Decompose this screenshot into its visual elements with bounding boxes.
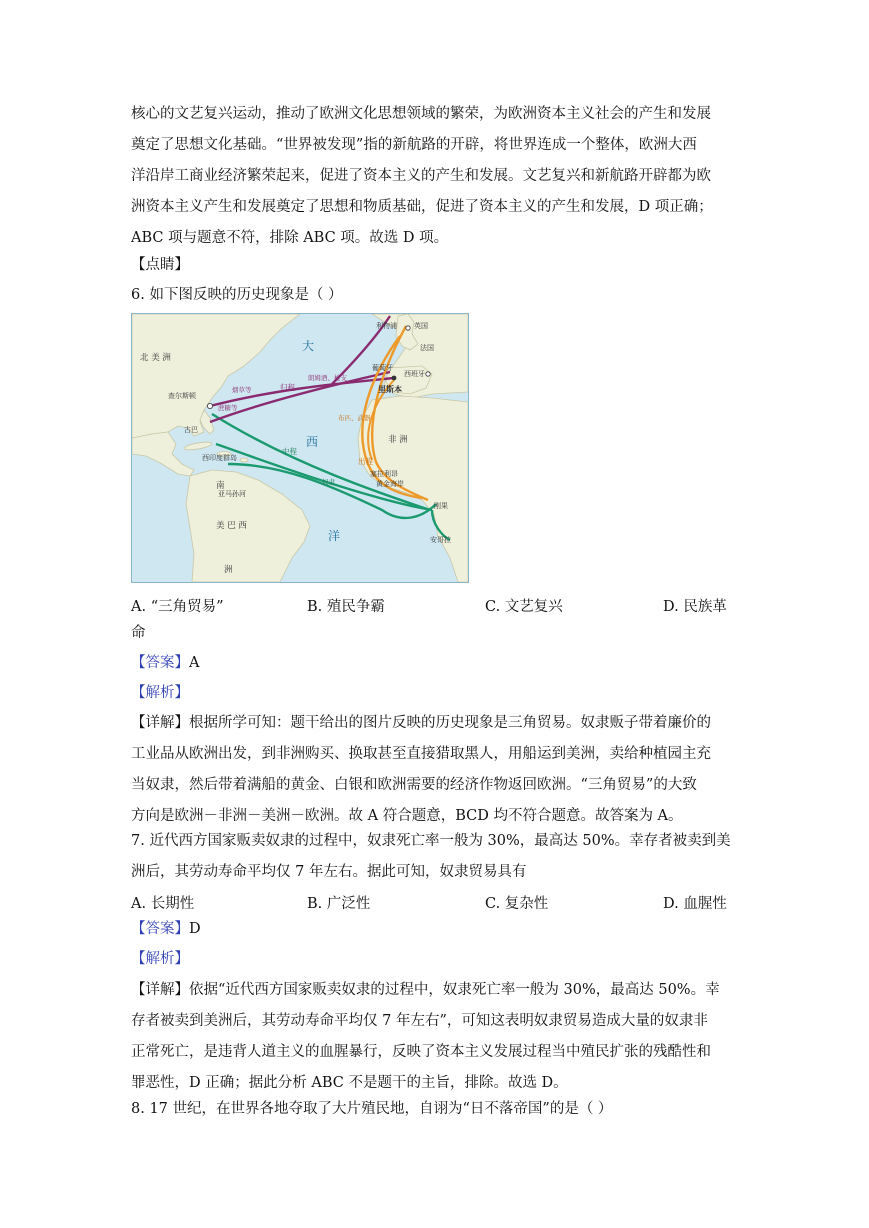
detail-line: 罪恶性，D 正确；据此分析 ABC 不是题干的主旨，排除。故选 D。 [131,1075,568,1091]
answer-value: A [189,655,200,671]
label-gold-coast: 黄金海岸 [376,480,404,488]
detail-text: 依据“近代西方国家贩卖奴隶的过程中，奴隶死亡率一般为 30%，最高达 50%。幸 [189,982,720,998]
detail-line: 正常死亡，是违背人道主义的血腥暴行，反映了资本主义发展过程当中殖民扩张的残酷性和 [131,1044,711,1060]
label-da: 大 [302,339,315,353]
label-west-indies: 西印度群岛 [202,454,237,462]
q6-option-d: D. 民族革 [663,599,727,615]
triangle-trade-map [131,313,469,583]
label-route-out: 出程 [358,457,373,466]
label-lisbon: 里斯本 [378,385,402,394]
detail-line [131,975,741,1006]
label-liverpool: 利物浦 [376,322,397,330]
label-cargo-sugar: 蔗糖等 [218,404,238,412]
q6-option-wrap: 命 [131,625,146,641]
q6-analysis-tag: 【解析】 [131,685,189,701]
label-cargo-rum: 朗姆酒、枪支 [308,374,347,382]
spain-marker [426,372,430,376]
label-cargo-slaves: 奴隶 [322,478,335,486]
label-north-america: 北 美 洲 [140,353,171,363]
q7-question [131,826,741,888]
label-portugal: 葡萄牙 [372,364,393,372]
liverpool-marker [406,326,410,330]
charleston-marker [207,403,212,408]
label-south-america-2: 美 巴 西 [216,521,247,531]
intro-line: 核心的文艺复兴运动，推动了欧洲文化思想领域的繁荣，为欧洲资本主义社会的产生和发展 [131,106,711,122]
intro-line: 洲资本主义产生和发展奠定了思想和物质基础，促进了资本主义的产生和发展，D 项正确； [131,199,713,215]
label-xi: 西 [306,435,319,449]
detail-line: 工业品从欧洲出发，到非洲购买、换取甚至直接猎取黑人，用船运到美洲，卖给种植园主充 [131,746,711,762]
label-france: 法国 [420,344,434,352]
q7-answer [131,914,201,944]
label-congo: 刚果 [434,502,448,510]
intro-line: ABC 项与题意不符，排除 ABC 项。故选 D 项。 [131,230,449,246]
label-spain: 西班牙 [404,370,425,378]
q8-question: 8. 17 世纪，在世界各地夺取了大片殖民地，自诩为“日不落帝国”的是（ ） [131,1101,613,1117]
island [240,458,248,462]
intro-paragraph [131,99,741,254]
answer-tag: 【答案】 [131,655,189,671]
label-africa: 非 洲 [388,435,408,445]
lisbon-marker [392,376,397,381]
detail-line: 当奴隶，然后带着满船的黄金、白银和欧洲需要的经济作物返回欧洲。“三角贸易”的大致 [131,777,697,793]
q7-option-a: A. 长期性 [131,896,195,912]
q6-option-c: C. 文艺复兴 [485,599,563,615]
q6-option-b: B. 殖民争霸 [307,599,385,615]
label-angola: 安哥拉 [430,536,451,544]
label-route-middle: 中程 [282,447,297,456]
q6-question: 6. 如下图反映的历史现象是（ ） [131,287,343,303]
label-guinea: 塞拉利昂 [370,470,398,478]
q7-option-d: D. 血腥性 [663,896,727,912]
label-amazon: 亚马孙河 [218,490,246,498]
answer-tag: 【答案】 [131,921,189,937]
q7-detail [131,975,741,1099]
label-south-america-1: 南 [216,481,225,491]
q7-analysis-tag: 【解析】 [131,951,189,967]
q7-option-c: C. 复杂性 [485,896,549,912]
label-cargo-tobacco: 烟草等 [232,386,252,394]
detail-line: 存者被卖到美洲后，其劳动寿命平均仅 7 年左右”，可知这表明奴隶贸易造成大量的奴隶非 [131,1013,708,1029]
q7-option-b: B. 广泛性 [307,896,371,912]
label-charleston: 查尔斯顿 [168,392,196,400]
intro-line: 洋沿岸工商业经济繁荣起来，促进了资本主义的产生和发展。文艺复兴和新航路开辟都为欧 [131,168,711,184]
label-yang: 洋 [328,529,341,543]
detail-line: 方向是欧洲－非洲－美洲－欧洲。故 A 符合题意，BCD 均不符合题意。故答案为 A。 [131,808,683,824]
detail-tag: 【详解】 [131,982,189,998]
intro-line: 奠定了思想文化基础。“世界被发现”指的新航路的开辟，将世界连成一个整体，欧洲大西 [131,137,697,153]
label-cargo-cloth: 布匹、武器 [338,414,371,422]
q6-option-a: A. “三角贸易” [131,599,224,615]
answer-value: D [189,921,201,937]
question-line: 洲后，其劳动寿命平均仅 7 年左右。据此可知，奴隶贸易具有 [131,864,527,880]
detail-text: 根据所学可知：题干给出的图片反映的历史现象是三角贸易。奴隶贩子带着廉价的 [189,715,711,731]
question-line: 7. 近代西方国家贩卖奴隶的过程中，奴隶死亡率一般为 30%，最高达 50%。幸存者被卖到美 [131,833,731,849]
label-south-america-3: 洲 [224,565,233,575]
detail-tag: 【详解】 [131,715,189,731]
q6-answer [131,648,199,678]
detail-line [131,708,741,739]
label-route-return: 归程 [280,383,295,392]
label-cuba: 古巴 [184,426,198,434]
label-uk: 英国 [414,322,428,330]
q6-detail [131,708,741,832]
dianjing-heading: 【点睛】 [131,257,189,273]
